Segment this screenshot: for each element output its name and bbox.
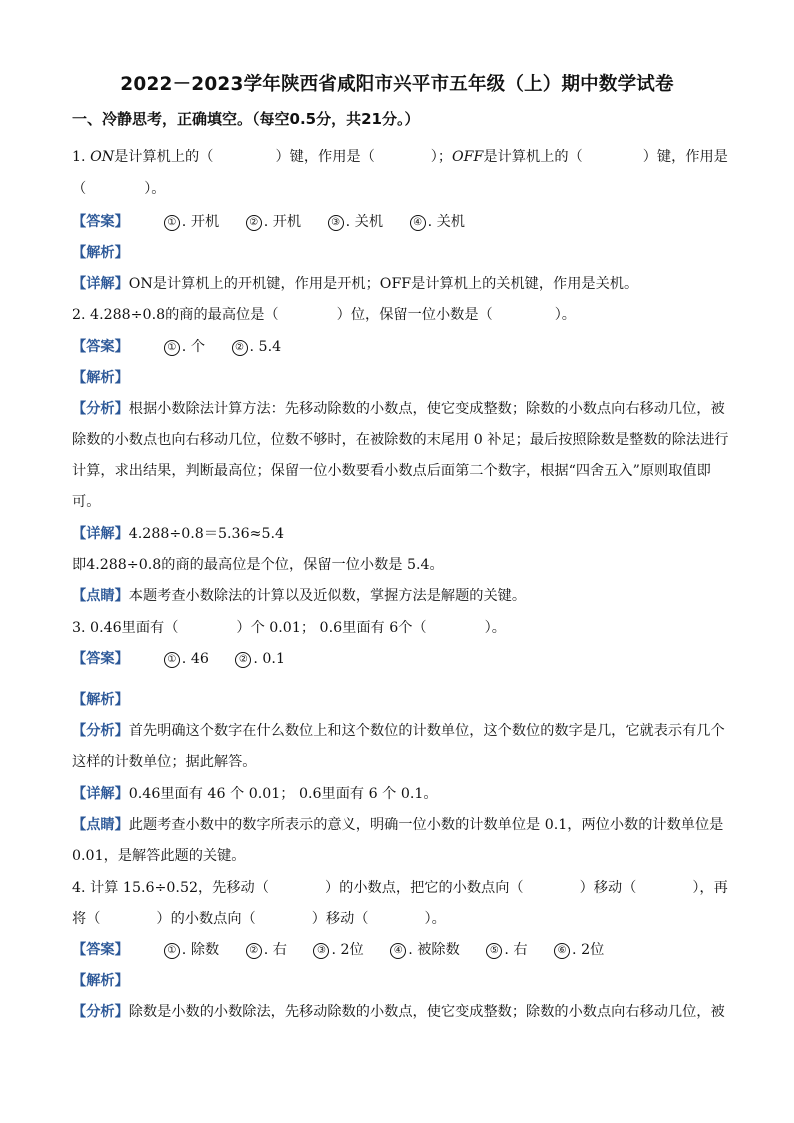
text-span: 【点睛】 bbox=[72, 817, 129, 833]
answer-item bbox=[554, 939, 604, 961]
question-1-answer bbox=[72, 211, 487, 233]
text-span: . 右 bbox=[504, 942, 528, 958]
text-span: ）键，作用是（ bbox=[275, 149, 375, 165]
answer-index: ④ bbox=[390, 943, 406, 959]
text-span: . 关机 bbox=[345, 214, 384, 230]
question-1-detail bbox=[72, 273, 638, 295]
text-span: ），再 bbox=[692, 880, 728, 896]
text-span: 0.46里面有 46 个 0.01； 0.6里面有 6 个 0.1。 bbox=[128, 786, 438, 802]
text-span: . 46 bbox=[181, 651, 209, 667]
text-span: 2. 4.288÷0.8的商的最高位是（ bbox=[72, 307, 279, 323]
answer-item bbox=[410, 211, 465, 233]
question-4-line-1 bbox=[72, 877, 728, 899]
question-3-analysis-head: 【解析】 bbox=[72, 692, 129, 708]
answer-item bbox=[235, 648, 285, 670]
text-span: ）位，保留一位小数是（ bbox=[336, 307, 493, 323]
question-2-analysis-2: 除数的小数点也向右移动几位，位数不够时，在被除数的末尾用 0 补足；最后按照除数是整数的除法进行 bbox=[72, 432, 729, 448]
text-span: ）。 bbox=[554, 307, 576, 323]
answer-index: ② bbox=[246, 943, 262, 959]
question-2-analysis-4: 可。 bbox=[72, 494, 101, 510]
text-span: . 开机 bbox=[263, 214, 302, 230]
question-2-answer bbox=[72, 336, 303, 358]
text-span: . 2位 bbox=[331, 942, 364, 958]
text-span: 是计算机上的（ bbox=[114, 149, 214, 165]
question-4-analysis-head: 【解析】 bbox=[72, 973, 129, 989]
answer-item bbox=[313, 939, 363, 961]
question-3-analysis-1 bbox=[72, 720, 725, 742]
text-span: 【分析】 bbox=[72, 1004, 129, 1020]
question-1-analysis-head: 【解析】 bbox=[72, 245, 129, 261]
answer-item bbox=[232, 336, 282, 358]
question-1-line-2 bbox=[72, 178, 165, 200]
answer-item bbox=[164, 336, 205, 358]
section-heading: 一、冷静思考，正确填空。（每空0.5分，共21分。） bbox=[72, 110, 420, 128]
question-4-analysis-1 bbox=[72, 1001, 725, 1023]
answer-item bbox=[164, 648, 209, 670]
text-span: . 个 bbox=[181, 339, 206, 355]
question-2-detail-2: 即4.288÷0.8的商的最高位是个位，保留一位小数是 5.4。 bbox=[72, 557, 444, 573]
answer-item bbox=[486, 939, 527, 961]
text-span: （ bbox=[72, 181, 87, 197]
text-span: 【详解】 bbox=[72, 786, 129, 802]
question-2-analysis-3: 计算，求出结果，判断最高位；保留一位小数要看小数点后面第二个数字，根据“四舍五入”原则取值即 bbox=[72, 463, 711, 479]
text-span: ）移动（ bbox=[579, 880, 637, 896]
question-3-point-2: 0.01，是解答此题的关键。 bbox=[72, 848, 246, 864]
answer-item bbox=[246, 211, 301, 233]
answer-item bbox=[328, 211, 383, 233]
question-4-line-2 bbox=[72, 908, 446, 930]
text-span: ON是计算机上的开机键，作用是开机；OFF是计算机上的关机键，作用是关机。 bbox=[128, 276, 639, 292]
text-span: 【分析】 bbox=[72, 401, 129, 417]
text-span: . 被除数 bbox=[408, 942, 460, 958]
answer-item bbox=[164, 211, 219, 233]
text-span: 将（ bbox=[72, 911, 101, 927]
question-2-detail bbox=[72, 523, 284, 545]
question-3-point-1 bbox=[72, 814, 723, 836]
question-3-detail bbox=[72, 783, 438, 805]
question-2-line bbox=[72, 304, 576, 326]
on-key: ON bbox=[90, 149, 115, 165]
answer-index: ② bbox=[246, 215, 262, 231]
text-span: 【答案】 bbox=[72, 339, 129, 355]
text-span: 除数是小数的小数除法，先移动除数的小数点，使它变成整数；除数的小数点向右移动几位，被 bbox=[128, 1004, 725, 1020]
text-span: ）。 bbox=[424, 911, 446, 927]
text-span: . 5.4 bbox=[249, 339, 282, 355]
answer-index: ① bbox=[164, 340, 180, 356]
off-key: OFF bbox=[452, 149, 484, 165]
question-2-analysis-head: 【解析】 bbox=[72, 370, 129, 386]
text-span: ）键，作用是 bbox=[642, 149, 728, 165]
text-span: 4. 计算 15.6÷0.52，先移动（ bbox=[72, 880, 269, 896]
question-4-answer bbox=[72, 939, 626, 961]
text-span: 4.288÷0.8＝5.36≈5.4 bbox=[128, 526, 285, 542]
question-3-answer bbox=[72, 648, 307, 670]
text-span: 【答案】 bbox=[72, 214, 129, 230]
page-title: 2022－2023学年陕西省咸阳市兴平市五年级（上）期中数学试卷 bbox=[120, 74, 674, 95]
question-3-analysis-2: 这样的计数单位；据此解答。 bbox=[72, 754, 257, 770]
answer-item bbox=[390, 939, 460, 961]
text-span: ）； bbox=[430, 149, 453, 165]
answer-index: ② bbox=[235, 652, 251, 668]
answer-index: ① bbox=[164, 943, 180, 959]
answer-index: ③ bbox=[313, 943, 329, 959]
text-span: ）个 0.01； 0.6里面有 6个（ bbox=[236, 620, 427, 636]
text-span: 【分析】 bbox=[72, 723, 129, 739]
answer-index: ① bbox=[164, 215, 180, 231]
text-span: 【答案】 bbox=[72, 651, 129, 667]
text-span: 【点睛】 bbox=[72, 588, 129, 604]
answer-index: ⑤ bbox=[486, 943, 502, 959]
answer-index: ② bbox=[232, 340, 248, 356]
question-2-point bbox=[72, 585, 526, 607]
question-1-line-1 bbox=[72, 146, 728, 168]
answer-index: ⑥ bbox=[554, 943, 570, 959]
question-3-line bbox=[72, 617, 506, 639]
text-span: 【答案】 bbox=[72, 942, 129, 958]
text-span: 是计算机上的（ bbox=[483, 149, 583, 165]
text-span: ）。 bbox=[484, 620, 506, 636]
text-span: . 关机 bbox=[427, 214, 465, 230]
answer-index: ④ bbox=[410, 215, 426, 231]
text-span: 3. 0.46里面有（ bbox=[72, 620, 179, 636]
text-span: ）的小数点，把它的小数点向（ bbox=[324, 880, 524, 896]
answer-item bbox=[246, 939, 287, 961]
text-span: . 开机 bbox=[181, 214, 220, 230]
text-span: 【详解】 bbox=[72, 276, 129, 292]
text-span: 根据小数除法计算方法：先移动除数的小数点，使它变成整数；除数的小数点向右移动几位，被 bbox=[128, 401, 725, 417]
answer-index: ③ bbox=[328, 215, 344, 231]
text-span: . 除数 bbox=[181, 942, 220, 958]
answer-item bbox=[164, 939, 219, 961]
text-span: 1. bbox=[72, 149, 86, 165]
question-2-analysis-1 bbox=[72, 398, 725, 420]
text-span: 此题考查小数中的数字所表示的意义，明确一位小数的计数单位是 0.1，两位小数的计数单位是 bbox=[128, 817, 724, 833]
text-span: 首先明确这个数字在什么数位上和这个数位的计数单位，这个数位的数字是几，它就表示有几个 bbox=[128, 723, 725, 739]
text-span: 本题考查小数除法的计算以及近似数，掌握方法是解题的关键。 bbox=[128, 588, 527, 604]
text-span: 【详解】 bbox=[72, 526, 129, 542]
text-span: . 0.1 bbox=[253, 651, 285, 667]
text-span: . 右 bbox=[263, 942, 287, 958]
text-span: ）。 bbox=[144, 181, 166, 197]
text-span: ）的小数点向（ bbox=[156, 911, 256, 927]
text-span: . 2位 bbox=[572, 942, 605, 958]
text-span: ）移动（ bbox=[311, 911, 369, 927]
answer-index: ① bbox=[164, 652, 180, 668]
